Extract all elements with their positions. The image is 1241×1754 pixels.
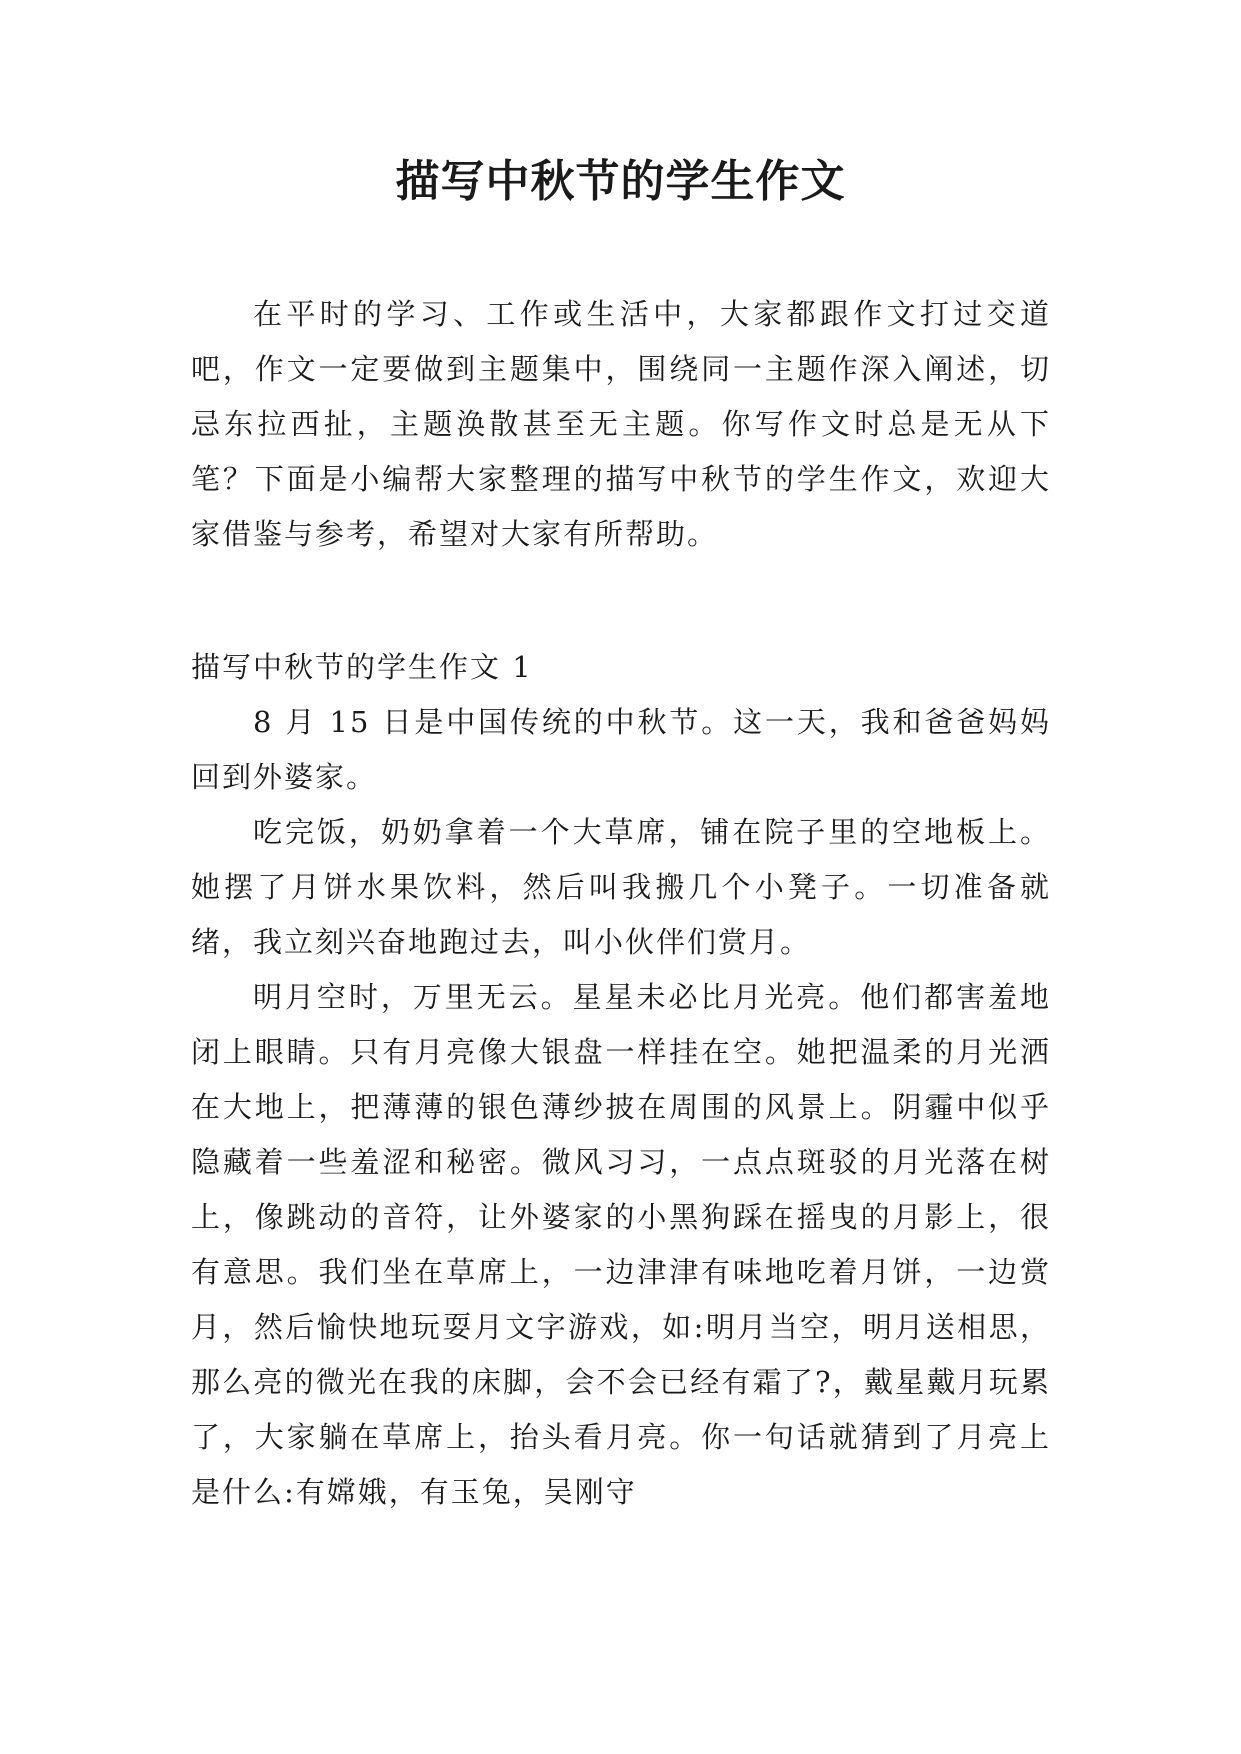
essay-paragraph-3: 明月空时，万里无云。星星未必比月光亮。他们都害羞地闭上眼睛。只有月亮像大银盘一样挂在空。她把温柔的月光洒在大地上，把薄薄的银色薄纱披在周围的风景上。阴霾中似乎隐藏着一些羞涩和秘密。微风习习，一点点斑驳的月光落在树上，像跳动的音符，让外婆家的小黑狗踩在摇曳的月影上，很有意思。我们坐在草席上，一边津津有味地吃着月饼，一边赏月，然后愉快地玩耍月文字游戏，如:明月当空，明月送相思，那么亮的微光在我的床脚，会不会已经有霜了?，戴星戴月玩累了，大家躺在草席上，抬头看月亮。你一句话就猜到了月亮上是什么:有嫦娥，有玉兔，吴刚守 (191, 980, 1051, 1509)
section-heading: 描写中秋节的学生作文 1 (191, 650, 533, 684)
essay-paragraph-2: 吃完饭，奶奶拿着一个大草席，铺在院子里的空地板上。她摆了月饼水果饮料，然后叫我搬几个小凳子。一切准备就绪，我立刻兴奋地跑过去，叫小伙伴们赏月。 (191, 815, 1051, 959)
essay-paragraph-1: 8 月 15 日是中国传统的中秋节。这一天，我和爸爸妈妈回到外婆家。 (191, 705, 1051, 794)
document-title: 描写中秋节的学生作文 (395, 156, 846, 207)
intro-paragraph: 在平时的学习、工作或生活中，大家都跟作文打过交道吧，作文一定要做到主题集中，围绕同一主题作深入阐述，切忌东拉西扯，主题涣散甚至无主题。你写作文时总是无从下笔？下面是小编帮大家整理的描写中秋节的学生作文，欢迎大家借鉴与参考，希望对大家有所帮助。 (191, 297, 1051, 551)
